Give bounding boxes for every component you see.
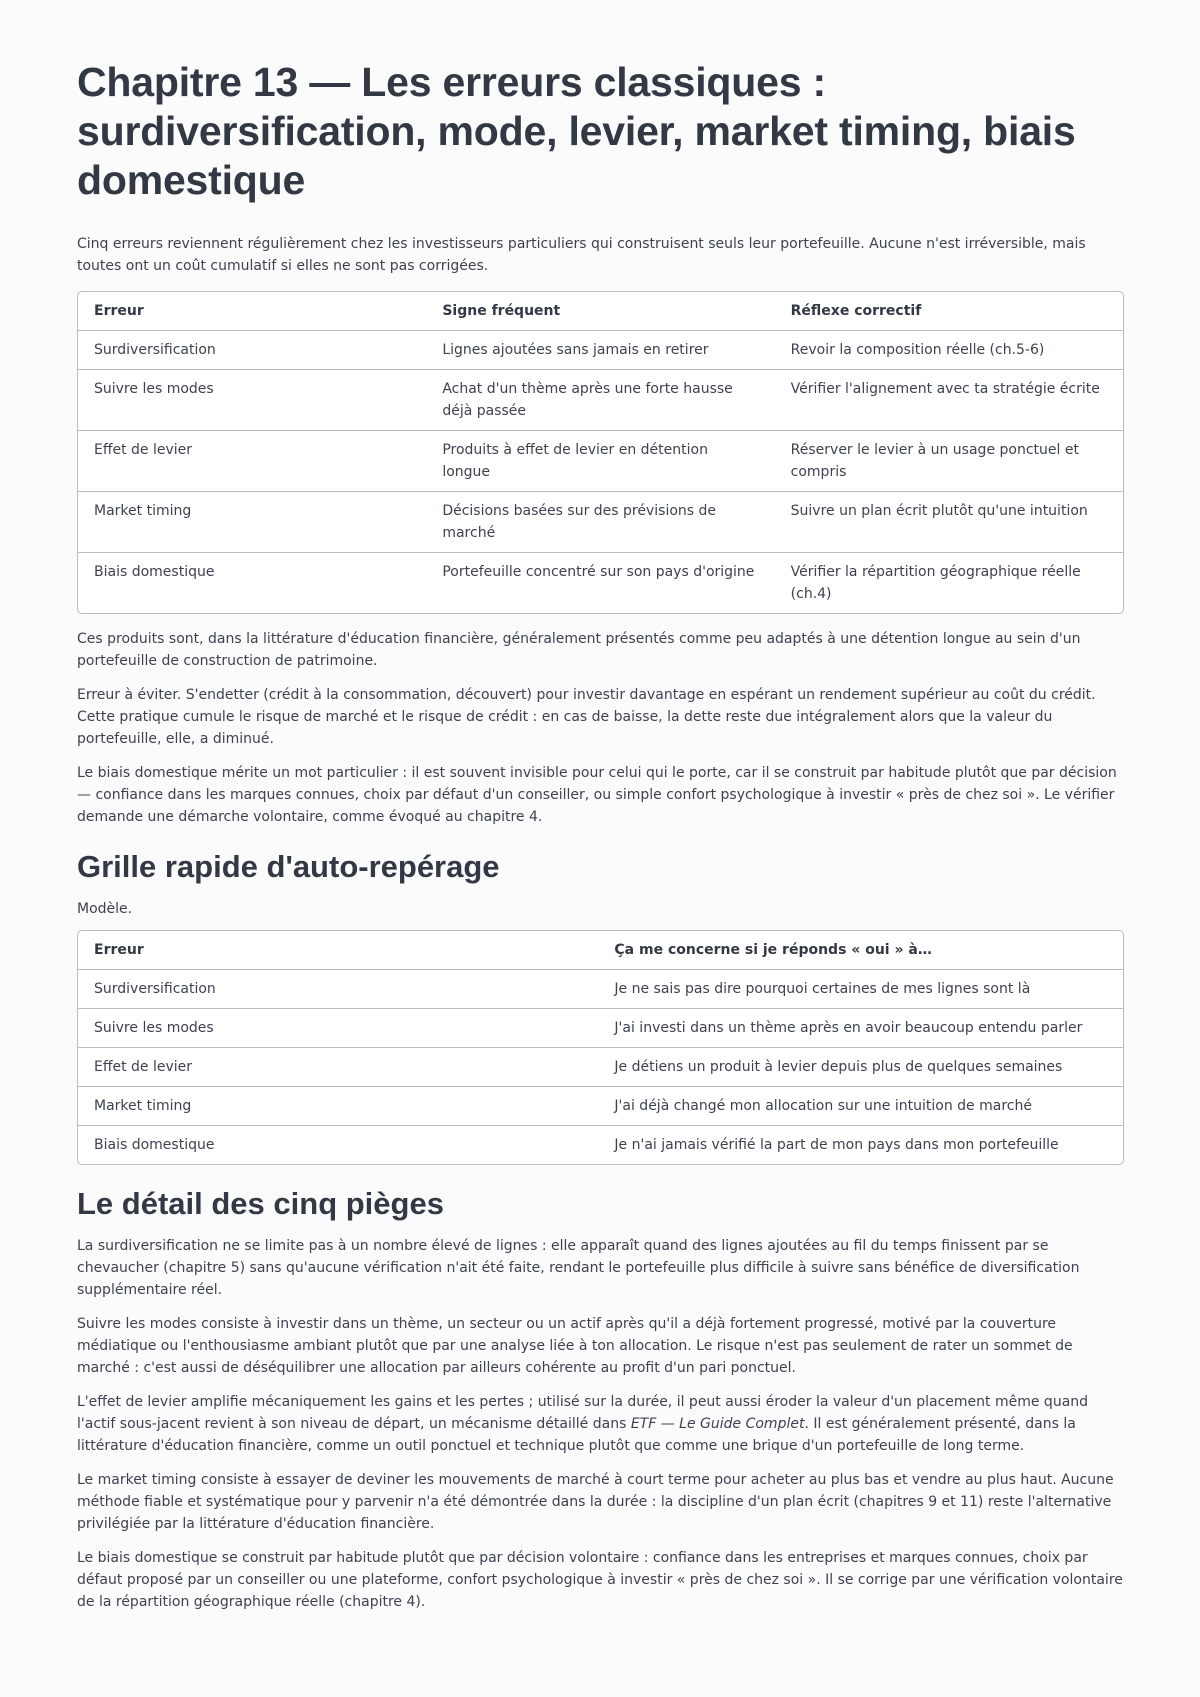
table-cell: Effet de levier: [78, 1048, 598, 1087]
intro-paragraph: Cinq erreurs reviennent régulièrement chez les investisseurs particuliers qui construisent seuls leur portefeuille. Aucune n'est irréversible, mais toutes ont un coût cumulatif si elles ne sont pas corrigées.: [77, 236, 1086, 274]
column-header-reflexe: Réflexe correctif: [775, 292, 1123, 331]
table-row: [78, 370, 1123, 431]
table-row: [78, 431, 1123, 492]
column-header-signe: Signe fréquent: [426, 292, 774, 331]
detail-levier: [77, 1391, 1124, 1457]
table-row: [78, 553, 1123, 613]
self-check-table: [77, 930, 1124, 1165]
table-cell: Suivre les modes: [78, 370, 426, 431]
section-title-grid: Grille rapide d'auto-repérage: [77, 849, 500, 884]
domestic-bias-paragraph: Le biais domestique mérite un mot particulier : il est souvent invisible pour celui qui le porte, car il se construit par habitude plutôt que par décision — confiance dans les marques connues, choix par défaut d'un conseiller, ou simple confort psychologique à investir « près de chez soi ». Le vérifier demande une démarche volontaire, comme évoqué au chapitre 4.: [77, 765, 1117, 825]
detail-surdiversification: La surdiversification ne se limite pas à un nombre élevé de lignes : elle apparaît quand des lignes ajoutées au fil du temps finissent par se chevaucher (chapitre 5) sans qu'aucune vérification n'ait été faite, rendant le portefeuille plus difficile à suivre sans bénéfice de diversification supplémentaire réel.: [77, 1238, 1080, 1298]
detail-biais-domestique: Le biais domestique se construit par habitude plutôt que par décision volontaire : confiance dans les entreprises et marques connues, choix par défaut proposé par un conseiller ou une plateforme, confort psychologique à investir « près de chez soi ». Il se corrige par une vérification volontaire de la répartition géographique réelle (chapitre 4).: [77, 1550, 1123, 1610]
table-row: [78, 492, 1123, 553]
detail-market-timing: Le market timing consiste à essayer de deviner les mouvements de marché à court terme pour acheter au plus bas et vendre au plus haut. Aucune méthode fiable et systématique pour y parvenir n'a été démontrée dans la durée : la discipline d'un plan écrit (chapitres 9 et 11) reste l'alternative privilégiée par la littérature d'éducation financière.: [77, 1472, 1114, 1532]
table-row: [78, 1048, 1123, 1087]
table-row: [78, 331, 1123, 370]
self-check-header-row: [78, 931, 1123, 970]
chapter-title: Chapitre 13 — Les erreurs classiques : surdiversification, mode, levier, market timing, biais domestique: [77, 59, 1076, 203]
table-cell: Biais domestique: [94, 1137, 215, 1153]
table-cell: J'ai déjà changé mon allocation sur une intuition de marché: [598, 1087, 1123, 1126]
table-row: [78, 970, 1123, 1009]
table-cell: Achat d'un thème après une forte hausse déjà passée: [426, 370, 774, 431]
table-row: [78, 1009, 1123, 1048]
table-cell: Lignes ajoutées sans jamais en retirer: [426, 331, 774, 370]
table-cell: Produits à effet de levier en détention longue: [426, 431, 774, 492]
section-title-details: Le détail des cinq pièges: [77, 1186, 444, 1221]
errors-table-header-row: [78, 292, 1123, 331]
products-paragraph: Ces produits sont, dans la littérature d'éducation financière, généralement présentés comme peu adaptés à une détention longue au sein d'un portefeuille de construction de patrimoine.: [77, 631, 1081, 669]
error-to-avoid-paragraph: Erreur à éviter. S'endetter (crédit à la consommation, découvert) pour investir davantage en espérant un rendement supérieur au coût du crédit. Cette pratique cumule le risque de marché et le risque de crédit : en cas de baisse, la dette reste due intégralement alors que la valeur du portefeuille, elle, a diminué.: [77, 687, 1096, 747]
model-label: Modèle.: [77, 901, 133, 917]
table-cell: Portefeuille concentré sur son pays d'origine: [442, 564, 755, 580]
table-cell: Market timing: [78, 492, 426, 553]
table-cell: Suivre un plan écrit plutôt qu'une intuition: [775, 492, 1123, 553]
table-cell: Vérifier la répartition géographique réelle (ch.4): [790, 564, 1081, 602]
table-cell: Je ne sais pas dire pourquoi certaines de mes lignes sont là: [598, 970, 1123, 1009]
table-cell: Biais domestique: [94, 564, 215, 580]
detail-modes: Suivre les modes consiste à investir dans un thème, un secteur ou un actif après qu'il a déjà fortement progressé, motivé par la couverture médiatique ou l'enthousiasme ambiant plutôt que par une analyse liée à ton allocation. Le risque n'est pas seulement de rater un sommet de marché : c'est aussi de déséquilibrer une allocation par ailleurs cohérente au profit d'un pari ponctuel.: [77, 1316, 1073, 1376]
table-cell: Je n'ai jamais vérifié la part de mon pays dans mon portefeuille: [614, 1137, 1059, 1153]
table-cell: Vérifier l'alignement avec ta stratégie écrite: [775, 370, 1123, 431]
table-cell: Suivre les modes: [78, 1009, 598, 1048]
table-cell: Surdiversification: [78, 331, 426, 370]
table-cell: Revoir la composition réelle (ch.5-6): [775, 331, 1123, 370]
table-cell: Je détiens un produit à levier depuis plus de quelques semaines: [598, 1048, 1123, 1087]
detail-levier-text-b: . Il est généralement présenté, dans la littérature d'éducation financière, comme un outil ponctuel et technique plutôt que comme une brique d'un portefeuille de long terme.: [77, 1416, 1076, 1454]
column-header-concerne: Ça me concerne si je réponds « oui » à…: [598, 931, 1123, 970]
table-cell: Effet de levier: [78, 431, 426, 492]
column-header-erreur: Erreur: [78, 292, 426, 331]
errors-table: [77, 291, 1124, 614]
table-row: [78, 1087, 1123, 1126]
table-cell: J'ai investi dans un thème après en avoir beaucoup entendu parler: [598, 1009, 1123, 1048]
book-title: ETF — Le Guide Complet: [630, 1416, 805, 1432]
table-cell: Réserver le levier à un usage ponctuel et compris: [775, 431, 1123, 492]
table-row: [78, 1126, 1123, 1164]
column-header-erreur: Erreur: [78, 931, 598, 970]
table-cell: Surdiversification: [78, 970, 598, 1009]
detail-levier-text-a: L'effet de levier amplifie mécaniquement les gains et les pertes ; utilisé sur la durée, il peut aussi éroder la valeur d'un placement même quand l'actif sous-jacent revient à son niveau de départ, un mécanisme détaillé dans: [77, 1394, 1089, 1432]
table-cell: Market timing: [78, 1087, 598, 1126]
table-cell: Décisions basées sur des prévisions de marché: [426, 492, 774, 553]
